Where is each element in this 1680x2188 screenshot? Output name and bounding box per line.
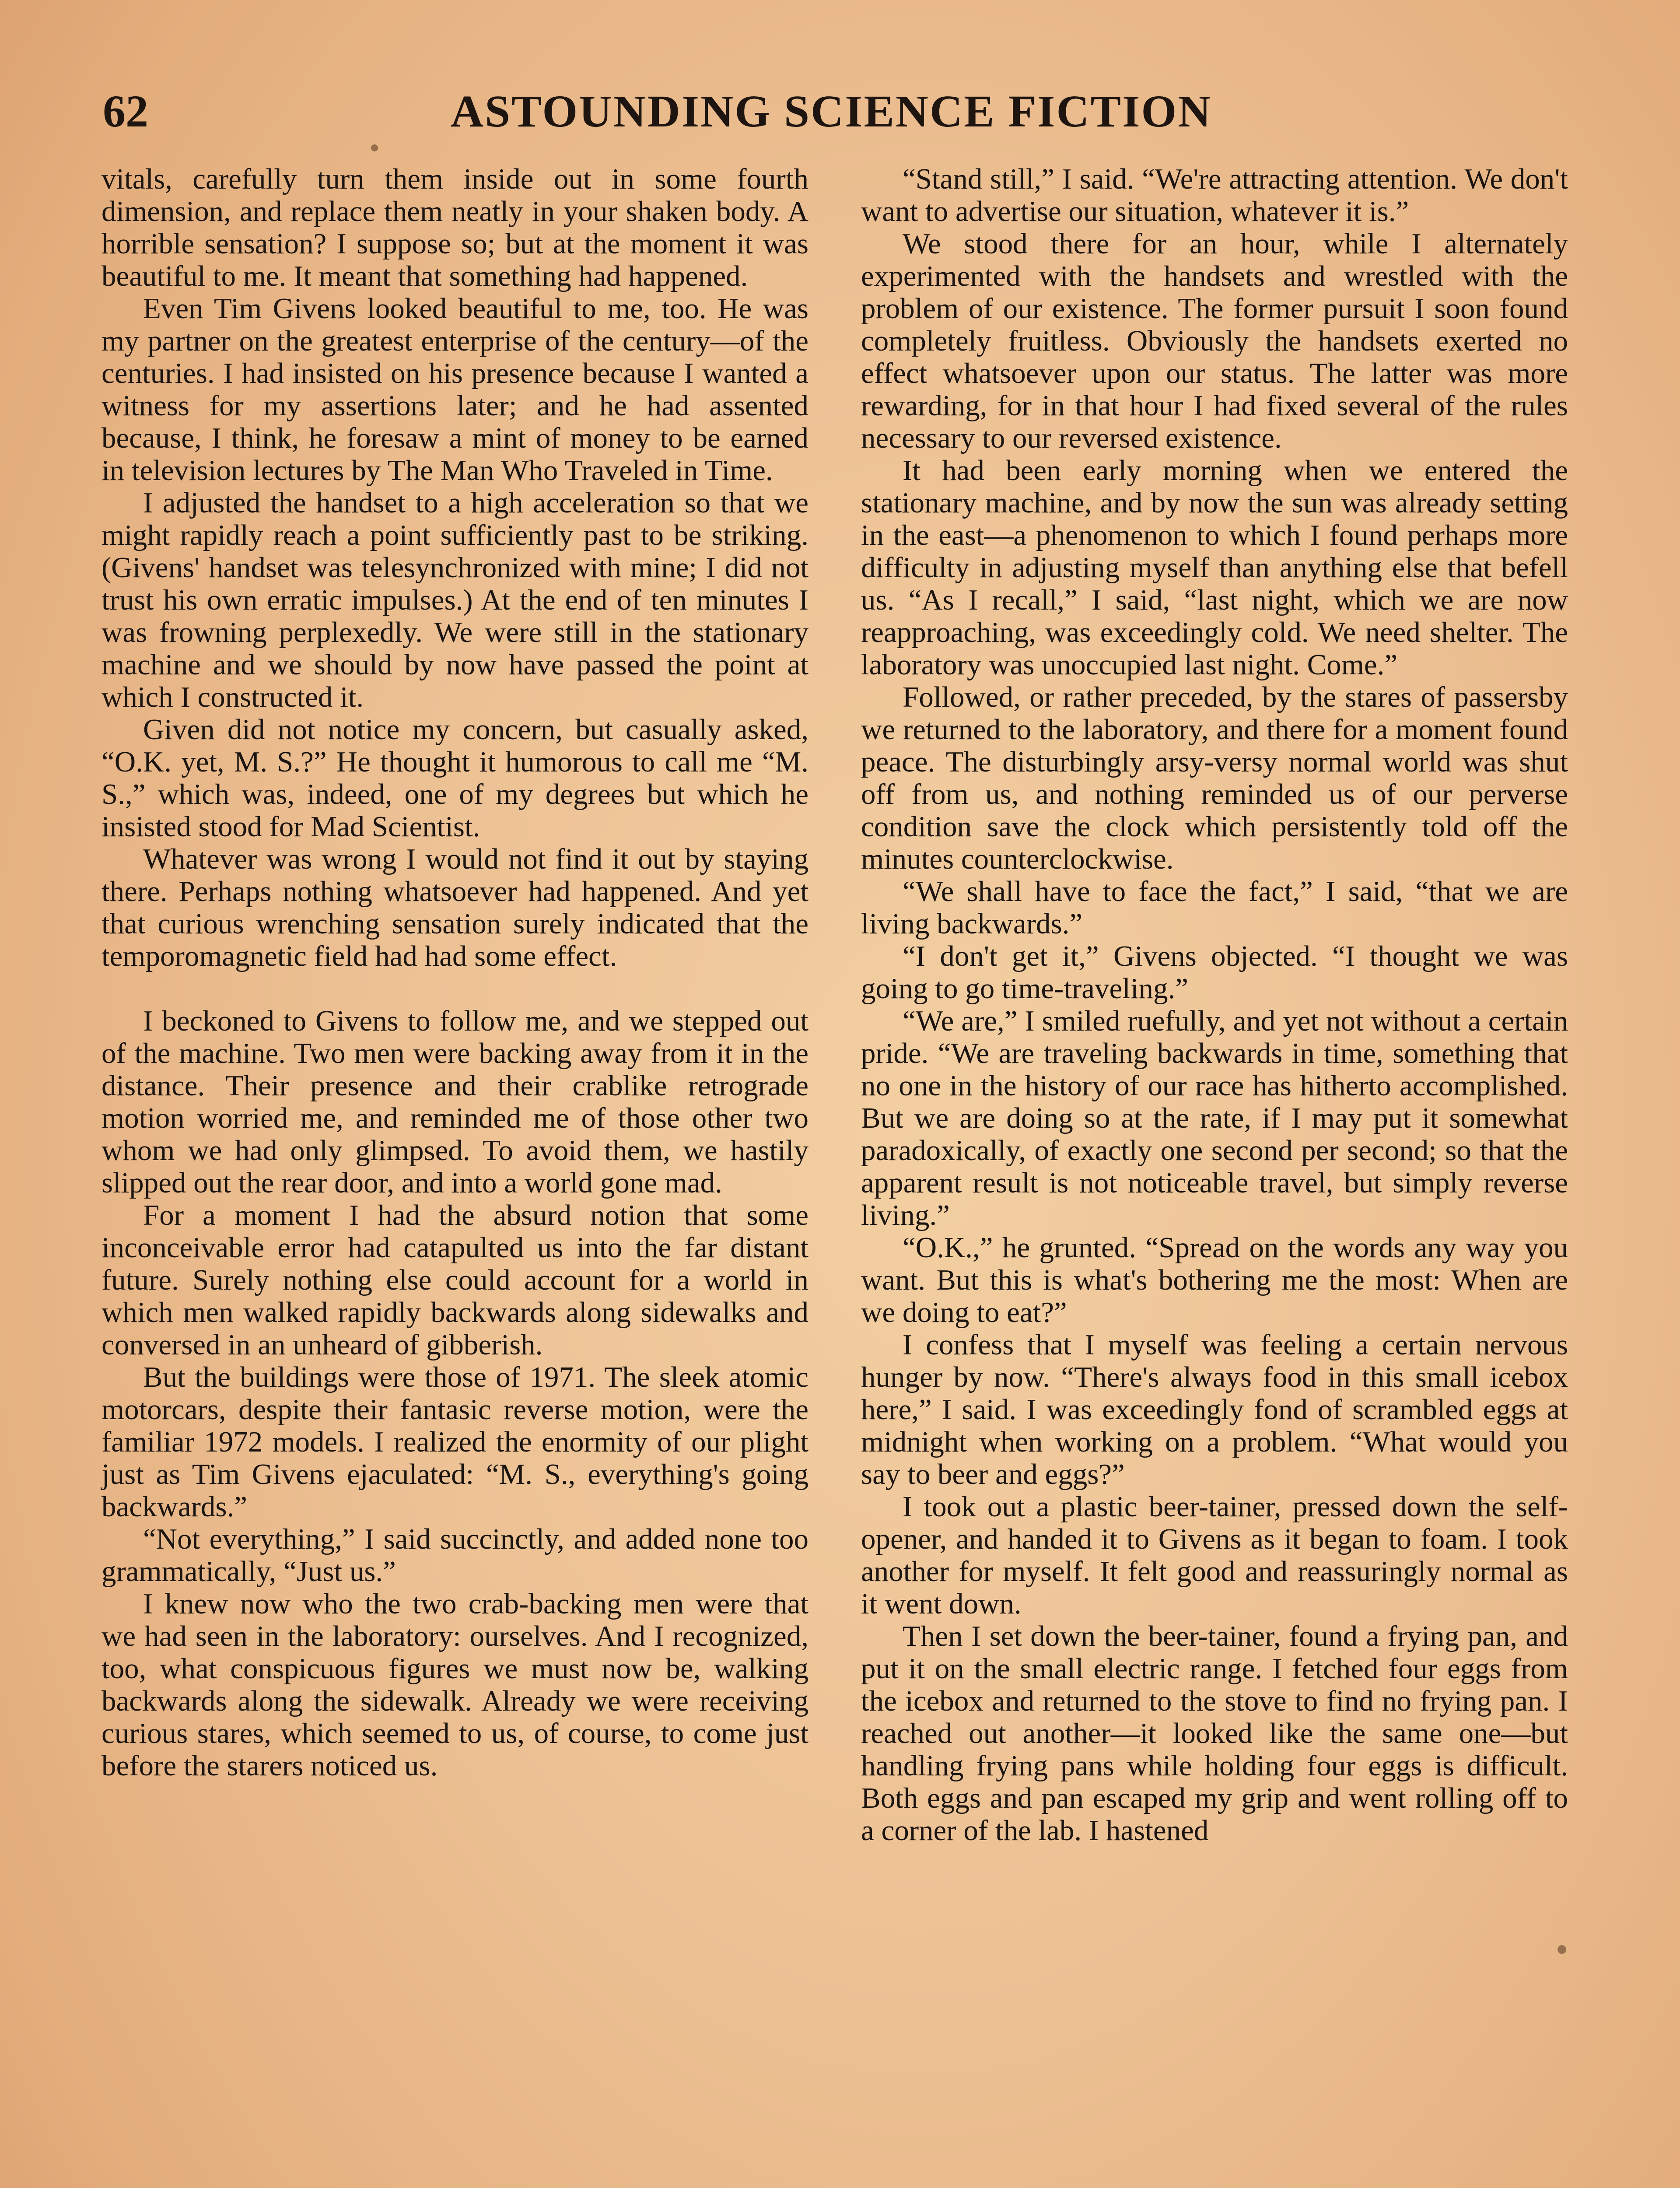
ink-dot <box>371 144 378 151</box>
paragraph: Whatever was wrong I would not find it out by staying there. Perhaps nothing whatsoever had happened. And yet that curious wrenching sensation surely indicated that the temporomagnetic field had had some effect. <box>102 843 808 972</box>
paragraph: I took out a plastic beer-tainer, pressed down the self-opener, and handed it to Givens as it began to foam. I took another for myself. It felt good and reassuringly normal as it went down. <box>861 1490 1568 1620</box>
paragraph: “Not everything,” I said succinctly, and added none too grammatically, “Just us.” <box>102 1523 808 1588</box>
paragraph: “We shall have to face the fact,” I said, “that we are living backwards.” <box>861 875 1568 940</box>
paragraph: I knew now who the two crab-backing men were that we had seen in the laboratory: ourselves. And I recognized, too, what conspicuous figures we must now be, walking backwards along the sidewalk. Already we were receiving curious stares, which seemed to us, of course, to come just before the starers noticed us. <box>102 1588 808 1782</box>
paragraph: But the buildings were those of 1971. The sleek atomic motorcars, despite their fantasic reverse motion, were the familiar 1972 models. I realized the enormity of our plight just as Tim Givens ejaculated: “M. S., everything's going backwards.” <box>102 1361 808 1523</box>
paragraph: For a moment I had the absurd notion that some inconceivable error had catapulted us into the far distant future. Surely nothing else could account for a world in which men walked rapidly backwards along sidewalks and conversed in an unheard of gibberish. <box>102 1199 808 1361</box>
running-title: ASTOUNDING SCIENCE FICTION <box>451 86 1212 137</box>
paragraph: “Stand still,” I said. “We're attracting attention. We don't want to advertise our situation, whatever it is.” <box>861 163 1568 228</box>
paragraph: vitals, carefully turn them inside out in some fourth dimension, and replace them neatly in your shaken body. A horrible sensation? I suppose so; but at the moment it was beautiful to me. It meant that something had happened. <box>102 163 808 292</box>
page-number: 62 <box>103 86 148 137</box>
paragraph: I adjusted the handset to a high acceleration so that we might rapidly reach a point sufficiently past to be striking. (Givens' handset was telesynchronized with mine; I did not trust his own erratic impulses.) At the end of ten minutes I was frowning perplexedly. We were still in the stationary machine and we should by now have passed the point at which I constructed it. <box>102 487 808 713</box>
paragraph: I confess that I myself was feeling a certain nervous hunger by now. “There's always food in this small icebox here,” I said. I was exceedingly fond of scrambled eggs at midnight when working on a problem. “What would you say to beer and eggs?” <box>861 1329 1568 1490</box>
paragraph: Followed, or rather preceded, by the stares of passersby we returned to the laboratory, and there for a moment found peace. The disturbingly arsy-versy normal world was shut off from us, and nothing reminded us of our perverse condition save the clock which persistently told off the minutes counterclockwise. <box>861 681 1568 875</box>
paragraph: “O.K.,” he grunted. “Spread on the words any way you want. But this is what's bothering me the most: When are we doing to eat?” <box>861 1231 1568 1329</box>
left-column <box>102 163 808 1782</box>
ink-dot <box>1558 1945 1566 1954</box>
paragraph: “I don't get it,” Givens objected. “I thought we was going to go time-traveling.” <box>861 940 1568 1005</box>
paragraph: It had been early morning when we entered the stationary machine, and by now the sun was already setting in the east—a phenomenon to which I found perhaps more difficulty in adjusting myself than anything else that befell us. “As I recall,” I said, “last night, which we are now reapproaching, was exceedingly cold. We need shelter. The laboratory was unoccupied last night. Come.” <box>861 454 1568 681</box>
right-column <box>861 163 1568 1847</box>
paragraph: Then I set down the beer-tainer, found a frying pan, and put it on the small electric range. I fetched four eggs from the icebox and returned to the stove to find no frying pan. I reached out another—it looked like the same one—but handling frying pans while holding four eggs is difficult. Both eggs and pan escaped my grip and went rolling off to a corner of the lab. I hastened <box>861 1620 1568 1847</box>
paragraph: We stood there for an hour, while I alternately experimented with the handsets and wrestled with the problem of our existence. The former pursuit I soon found completely fruitless. Obviously the handsets exerted no effect whatsoever upon our status. The latter was more rewarding, for in that hour I had fixed several of the rules necessary to our reversed existence. <box>861 228 1568 454</box>
paragraph: Given did not notice my concern, but casually asked, “O.K. yet, M. S.?” He thought it humorous to call me “M. S.,” which was, indeed, one of my degrees but which he insisted stood for Mad Scientist. <box>102 713 808 843</box>
paragraph: “We are,” I smiled ruefully, and yet not without a certain pride. “We are traveling backwards in time, something that no one in the history of our race has hitherto accomplished. But we are doing so at the rate, if I may put it somewhat paradoxically, of exactly one second per second; so that the apparent result is not noticeable travel, but simply reverse living.” <box>861 1005 1568 1231</box>
paragraph: Even Tim Givens looked beautiful to me, too. He was my partner on the greatest enterprise of the century—of the centuries. I had insisted on his presence because I wanted a witness for my assertions later; and he had assented because, I think, he foresaw a mint of money to be earned in television lectures by The Man Who Traveled in Time. <box>102 292 808 487</box>
paragraph: I beckoned to Givens to follow me, and we stepped out of the machine. Two men were backing away from it in the distance. Their presence and their crablike retrograde motion worried me, and reminded me of those other two whom we had only glimpsed. To avoid them, we hastily slipped out the rear door, and into a world gone mad. <box>102 1005 808 1199</box>
